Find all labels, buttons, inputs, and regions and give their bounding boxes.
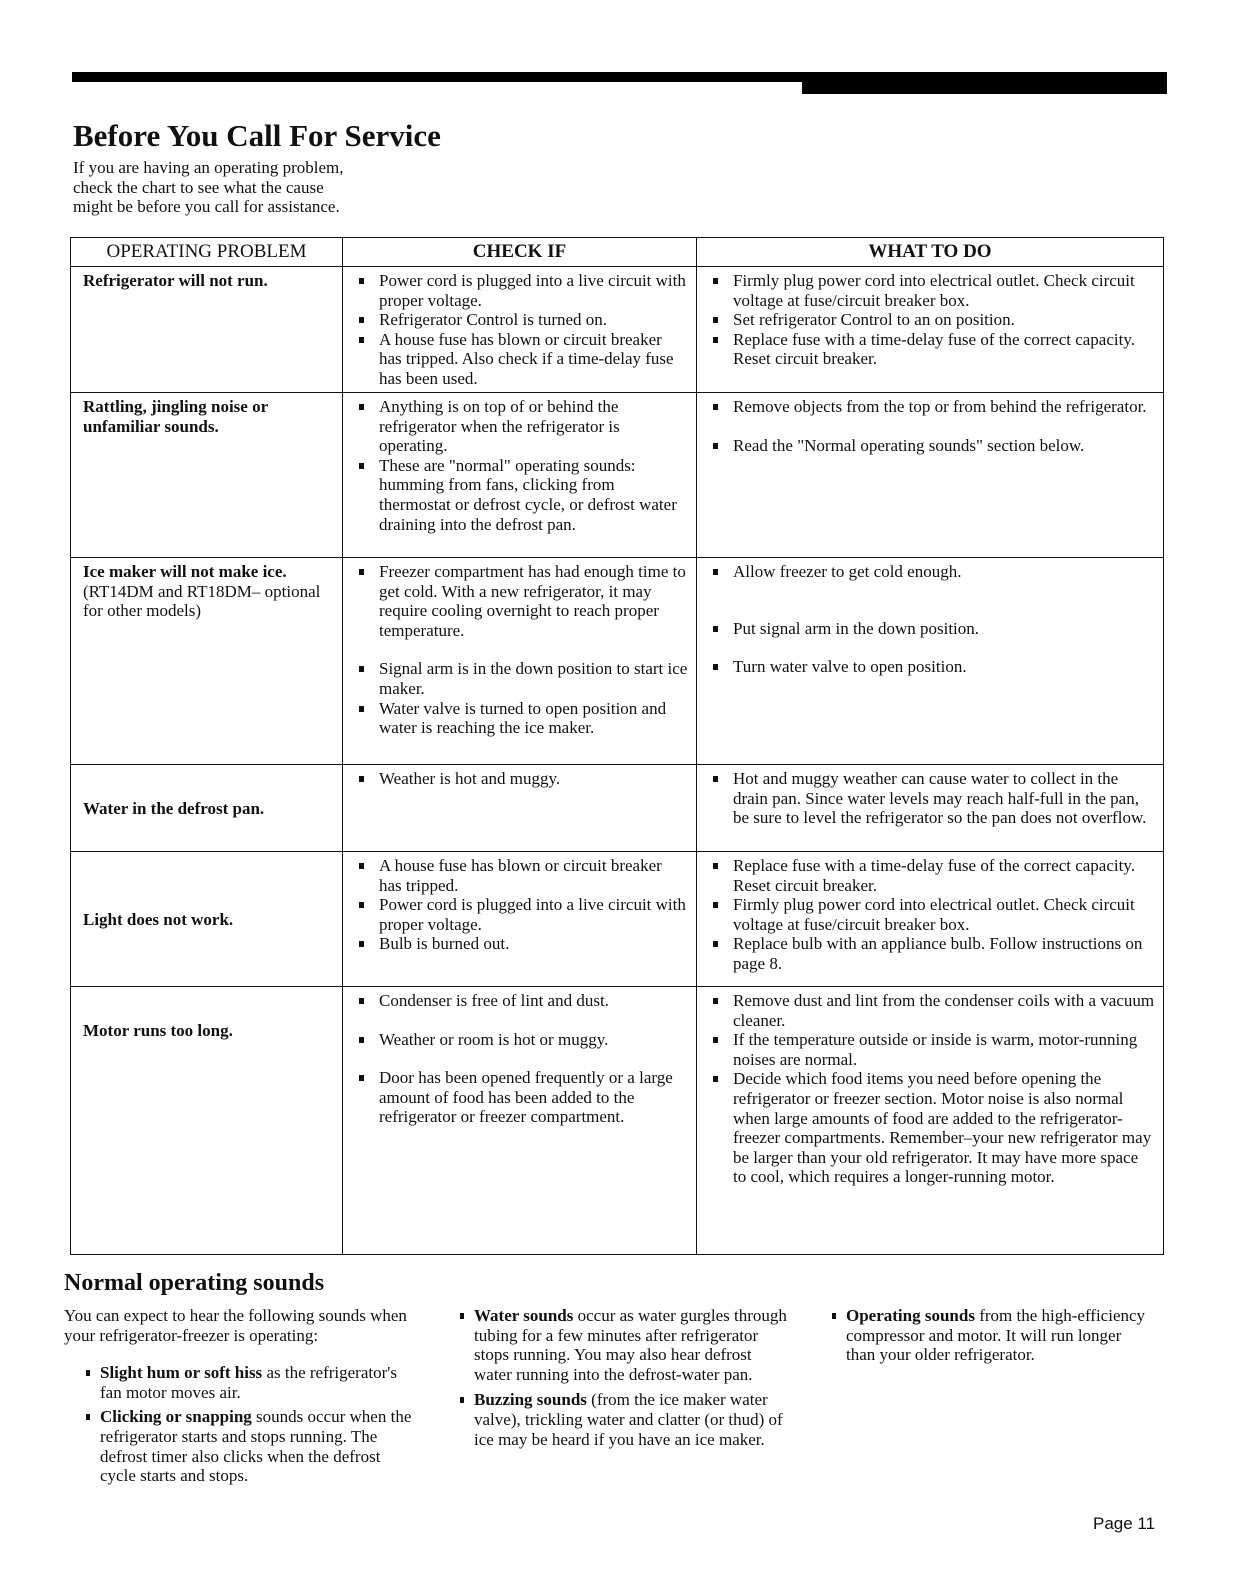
intro-line: check the chart to see what the cause: [73, 177, 324, 197]
problem-cell: [71, 558, 343, 765]
problem-label: Motor runs too long.: [83, 1021, 233, 1040]
intro-line: If you are having an operating problem,: [73, 158, 344, 177]
header-operating-problem: OPERATING PROBLEM: [71, 238, 343, 267]
action-item: Replace fuse with a time-delay fuse of the correct capacity. Reset circuit breaker.: [709, 330, 1155, 369]
sound-item-text: occur as water gurgles through tubing for a few minutes after refrigerator stops running. You may also hear defrost water running into the defrost-water pan.: [474, 1306, 787, 1384]
problem-label: Light does not work.: [83, 910, 234, 930]
check-item: Anything is on top of or behind the refrigerator when the refrigerator is operating.: [355, 397, 688, 456]
table-row: [71, 765, 1164, 852]
sound-item-text: as the refrigerator's fan motor moves air.: [100, 1363, 397, 1402]
action-item: Replace bulb with an appliance bulb. Follow instructions on page 8.: [709, 934, 1155, 973]
check-item: Refrigerator Control is turned on.: [355, 310, 688, 330]
action-item: Decide which food items you need before opening the refrigerator or freezer section. Motor noise is also normal when large amounts of food are added to the refrigerator-freezer compartments. Remember–your new refrigerator may be larger than your old refrigerator. It may have more space to cool, which requires a longer-running motor.: [709, 1069, 1155, 1187]
check-item: These are "normal" operating sounds: humming from fans, clicking from thermostat or defrost cycle, or defrost water draining into the defrost pan.: [355, 456, 688, 534]
page-number: Page 11: [1093, 1514, 1156, 1533]
sound-item-title: Operating sounds: [846, 1306, 975, 1325]
action-item: Turn water valve to open position.: [709, 657, 1155, 677]
what-to-do-cell: [697, 393, 1164, 558]
check-item: Power cord is plugged into a live circuit with proper voltage.: [355, 271, 688, 310]
check-if-cell: [343, 852, 697, 987]
check-if-cell: [343, 765, 697, 852]
action-item: Hot and muggy weather can cause water to collect in the drain pan. Since water levels may reach half-full in the pan, be sure to level the refrigerator so the pan does not overflow.: [709, 769, 1155, 828]
sound-item-title: Buzzing sounds: [474, 1390, 587, 1410]
check-item: Power cord is plugged into a live circuit with proper voltage.: [355, 895, 688, 934]
check-item: Signal arm is in the down position to start ice maker.: [355, 659, 688, 698]
sounds-column-1: [64, 1306, 414, 1486]
action-item: Remove objects from the top or from behind the refrigerator.: [709, 397, 1155, 417]
sound-item: [84, 1407, 414, 1485]
sounds-heading: Normal operating sounds: [64, 1270, 325, 1296]
check-item: Weather is hot and muggy.: [355, 769, 688, 789]
check-if-cell: [343, 267, 697, 393]
header-check-if: CHECK IF: [343, 238, 697, 267]
problem-label: Refrigerator will not run.: [83, 271, 268, 290]
action-item: Firmly plug power cord into electrical outlet. Check circuit voltage at fuse/circuit breaker box.: [709, 895, 1155, 934]
action-item: Replace fuse with a time-delay fuse of the correct capacity. Reset circuit breaker.: [709, 856, 1155, 895]
header-tab-block: [802, 72, 1167, 94]
problem-label: Ice maker will not make ice.: [83, 562, 287, 581]
check-item: A house fuse has blown or circuit breaker has tripped. Also check if a time-delay fuse has been used.: [355, 330, 688, 389]
sound-item-title: Water sounds: [474, 1306, 574, 1325]
action-item: If the temperature outside or inside is warm, motor-running noises are normal.: [709, 1030, 1155, 1069]
check-item: Bulb is burned out.: [355, 934, 688, 954]
check-if-cell: [343, 393, 697, 558]
sound-item: [458, 1306, 788, 1384]
problem-note: (RT14DM and RT18DM– optional for other models): [83, 581, 321, 621]
sound-item-text: from the high-efficiency compressor and motor. It will run longer than your older refrigerator.: [846, 1306, 1146, 1365]
check-item: Door has been opened frequently or a large amount of food has been added to the refrigerator or freezer compartment.: [355, 1068, 688, 1127]
problem-cell: [71, 765, 343, 852]
what-to-do-cell: [697, 765, 1164, 852]
problem-cell: [71, 267, 343, 393]
action-item: Put signal arm in the down position.: [709, 619, 1155, 639]
action-item: Firmly plug power cord into electrical outlet. Check circuit voltage at fuse/circuit breaker box.: [709, 271, 1155, 310]
what-to-do-cell: [697, 987, 1164, 1255]
table-header-row: [71, 238, 1164, 267]
sound-item-title: Clicking or snapping: [100, 1407, 252, 1427]
check-item: Water valve is turned to open position and water is reaching the ice maker.: [355, 699, 688, 738]
action-item: Allow freezer to get cold enough.: [709, 562, 1155, 582]
intro-line: might be before you call for assistance.: [73, 197, 340, 216]
action-item: Set refrigerator Control to an on position.: [709, 310, 1155, 330]
sound-item: [830, 1306, 1150, 1365]
table-row: [71, 987, 1164, 1255]
intro-text: [73, 158, 433, 217]
problem-cell: [71, 393, 343, 558]
what-to-do-cell: [697, 267, 1164, 393]
sound-item: [84, 1363, 414, 1402]
page-title: Before You Call For Service: [73, 118, 441, 153]
check-item: A house fuse has blown or circuit breaker has tripped.: [355, 856, 688, 895]
check-if-cell: [343, 558, 697, 765]
problem-label: Rattling, jingling noise or unfamiliar sounds.: [83, 397, 268, 436]
check-item: Weather or room is hot or muggy.: [355, 1030, 688, 1050]
troubleshooting-table: [70, 237, 1164, 1255]
sound-item-text: (from the ice maker water valve), trickling water and clatter (or thud) of ice may be heard if you have an ice maker.: [474, 1390, 783, 1449]
what-to-do-cell: [697, 558, 1164, 765]
sounds-column-3: [830, 1306, 1150, 1365]
table-row: [71, 393, 1164, 558]
sound-item: [458, 1390, 788, 1449]
what-to-do-cell: [697, 852, 1164, 987]
check-item: Freezer compartment has had enough time to get cold. With a new refrigerator, it may require cooling overnight to reach proper temperature.: [355, 562, 688, 640]
sound-item-title: Slight hum or soft hiss: [100, 1363, 263, 1383]
sounds-intro: You can expect to hear the following sounds when your refrigerator-freezer is operating:: [64, 1306, 407, 1345]
check-if-cell: [343, 987, 697, 1255]
problem-label: Water in the defrost pan.: [83, 799, 265, 819]
header-what-to-do: WHAT TO DO: [697, 238, 1164, 267]
table-row: [71, 558, 1164, 765]
check-item: Condenser is free of lint and dust.: [355, 991, 688, 1011]
table-row: [71, 852, 1164, 987]
table-row: [71, 267, 1164, 393]
sounds-column-2: [458, 1306, 788, 1449]
problem-cell: [71, 987, 343, 1255]
action-item: Remove dust and lint from the condenser coils with a vacuum cleaner.: [709, 991, 1155, 1030]
action-item: Read the "Normal operating sounds" section below.: [709, 436, 1155, 456]
sound-item-text: sounds occur when the refrigerator starts and stops running. The defrost timer also clicks when the defrost cycle starts and stops.: [100, 1407, 412, 1486]
problem-cell: [71, 852, 343, 987]
